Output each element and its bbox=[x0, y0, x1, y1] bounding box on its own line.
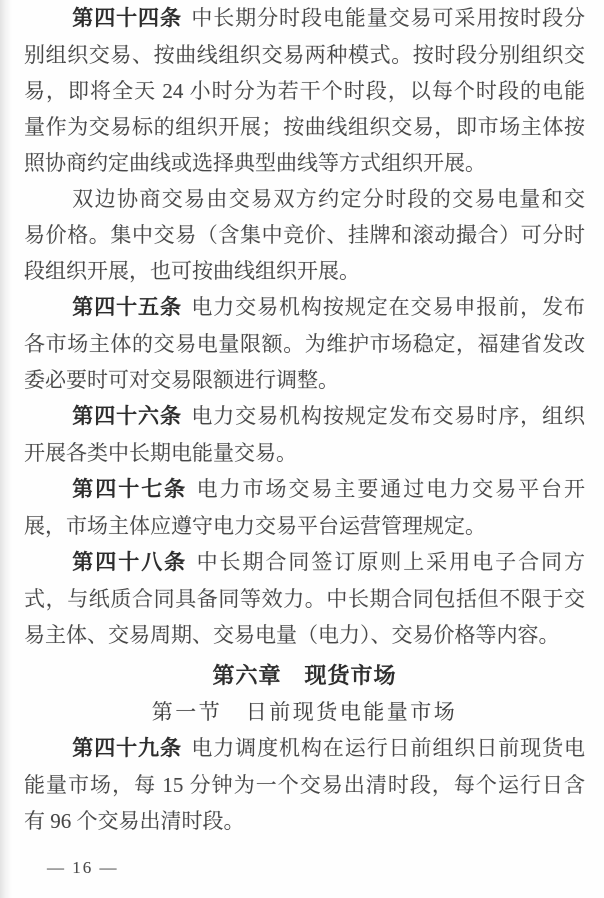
text-line: 第四十四条 中长期分时段电能量交易可采用按时段分 bbox=[72, 6, 586, 30]
article-number-lead: 第四十四条 bbox=[72, 7, 182, 30]
bilateral-trading-paragraph bbox=[24, 181, 585, 289]
text-line: 易价格。集中交易（含集中竞价、挂牌和滚动撮合）可分时 bbox=[24, 223, 585, 247]
chapter-6-heading: 第六章 现货市场 bbox=[212, 663, 397, 688]
article-46-paragraph bbox=[24, 398, 585, 471]
text-line: 展，市场主体应遵守电力交易平台运营管理规定。 bbox=[24, 514, 486, 538]
article-44-paragraph bbox=[24, 0, 585, 181]
text-line: 各市场主体的交易电量限额。为维护市场稳定，福建省发改 bbox=[24, 332, 585, 356]
text-line: 双边协商交易由交易双方约定分时段的交易电量和交 bbox=[72, 187, 585, 211]
text-line: 第四十七条 电力市场交易主要通过电力交易平台开 bbox=[72, 477, 586, 501]
text-line: 照协商约定曲线或选择典型曲线等方式组织开展。 bbox=[24, 151, 486, 175]
text-line: 委必要时可对交易限额进行调整。 bbox=[24, 368, 339, 392]
article-47-paragraph bbox=[24, 471, 585, 544]
text-line: 式，与纸质合同具备同等效力。中长期合同包括但不限于交 bbox=[24, 587, 585, 611]
text-line: 开展各类中长期电能量交易。 bbox=[24, 441, 297, 465]
text-line: 别组织交易、按曲线组织交易两种模式。按时段分别组织交 bbox=[24, 43, 585, 67]
article-48-paragraph bbox=[24, 544, 585, 653]
article-49-paragraph bbox=[24, 730, 585, 839]
text-line: 易，即将全天 24 小时分为若干个时段，以每个时段的电能 bbox=[24, 79, 585, 103]
text-line: 第四十九条 电力调度机构在运行日前组织日前现货电 bbox=[72, 736, 586, 760]
article-number-lead: 第四十五条 bbox=[72, 296, 182, 319]
text-line: 易主体、交易周期、交易电量（电力）、交易价格等内容。 bbox=[24, 623, 560, 647]
text-line: 能量市场，每 15 分钟为一个交易出清时段，每个运行日含 bbox=[24, 773, 585, 797]
text-line: 有 96 个交易出清时段。 bbox=[24, 809, 245, 833]
article-number-lead: 第四十七条 bbox=[72, 478, 188, 501]
section-1-heading: 第一节 日前现货电能量市场 bbox=[151, 700, 458, 724]
article-45-paragraph bbox=[24, 289, 585, 398]
text-line: 段组织开展，也可按曲线组织开展。 bbox=[24, 259, 360, 283]
text-line: 第四十八条 中长期合同签订原则上采用电子合同方 bbox=[72, 550, 586, 574]
text-line: 第四十五条 电力交易机构按规定在交易申报前，发布 bbox=[72, 295, 586, 319]
text-line: 第四十六条 电力交易机构按规定发布交易时序，组织 bbox=[72, 404, 586, 428]
page-number: — 16 — bbox=[47, 858, 119, 877]
article-number-lead: 第四十八条 bbox=[72, 551, 188, 574]
text-line: 量作为交易标的组织开展；按曲线组织交易，即市场主体按 bbox=[24, 115, 585, 139]
article-number-lead: 第四十九条 bbox=[72, 737, 182, 760]
article-number-lead: 第四十六条 bbox=[72, 405, 182, 428]
